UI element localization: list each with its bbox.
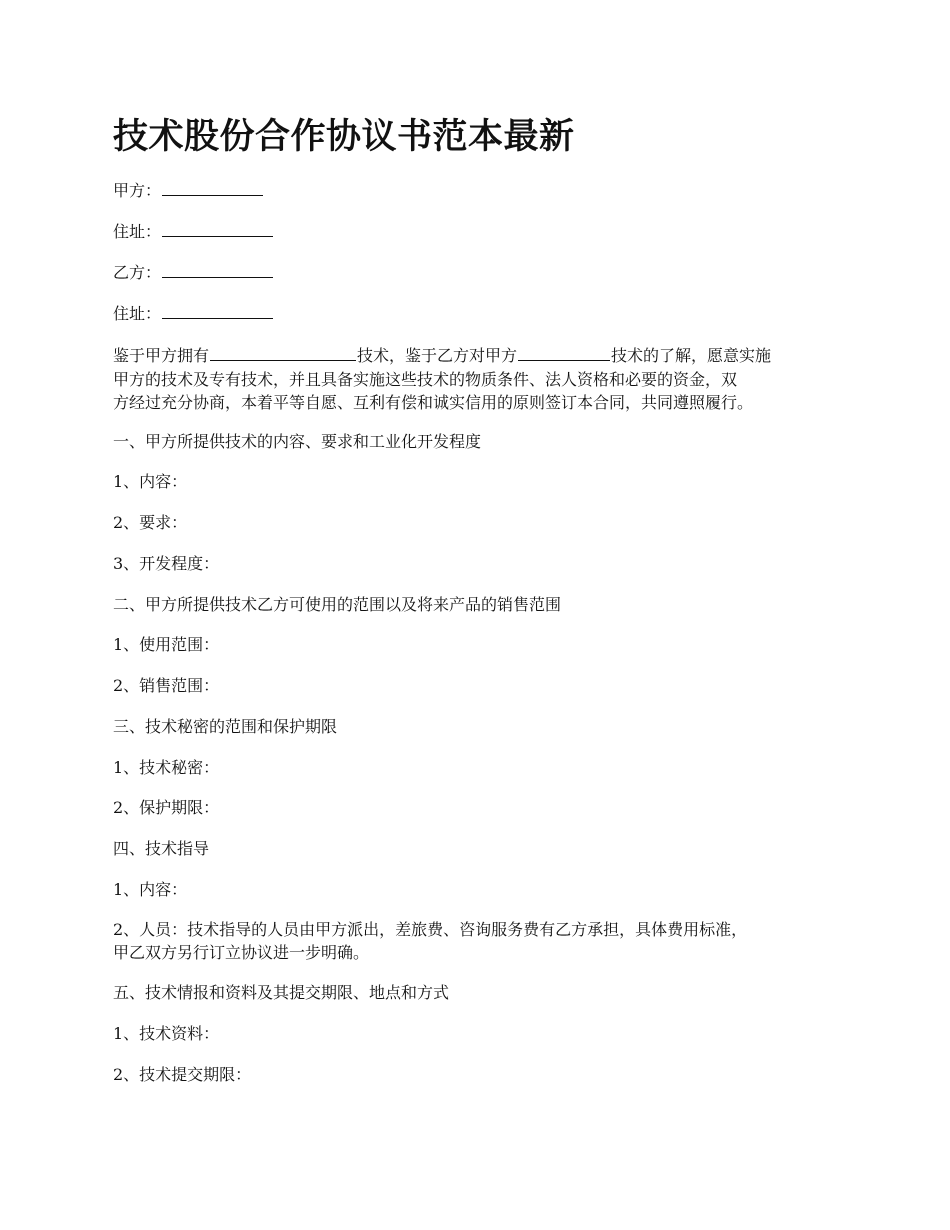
section-2-heading: 二、甲方所提供技术乙方可使用的范围以及将来产品的销售范围 — [113, 595, 562, 614]
preamble-line-3: 方经过充分协商，本着平等自愿、互利有偿和诚实信用的原则签订本合同，共同遵照履行。 — [113, 393, 754, 412]
party-b-address-line — [113, 304, 274, 324]
section-2-item-2: 2、销售范围： — [113, 676, 220, 695]
preamble-text-1: 鉴于甲方拥有 — [113, 346, 210, 365]
section-4-item-2-line-2: 甲乙双方另行订立协议进一步明确。 — [113, 943, 370, 962]
party-a-address-label: 住址： — [113, 222, 162, 241]
section-5-item-1: 1、技术资料： — [113, 1024, 220, 1043]
party-b-address-blank — [162, 304, 273, 319]
section-4-heading: 四、技术指导 — [113, 839, 210, 858]
party-b-address-label: 住址： — [113, 304, 162, 323]
party-a-label: 甲方： — [113, 181, 162, 200]
party-b-label: 乙方： — [113, 263, 162, 282]
section-4-item-1: 1、内容： — [113, 880, 188, 899]
section-5-item-2: 2、技术提交期限： — [113, 1065, 252, 1084]
party-a-address-blank — [162, 222, 273, 237]
section-4-item-2-line-1: 2、人员：技术指导的人员由甲方派出，差旅费、咨询服务费有乙方承担，具体费用标准， — [113, 920, 748, 939]
party-b-line — [113, 263, 274, 283]
section-1-heading: 一、甲方所提供技术的内容、要求和工业化开发程度 — [113, 432, 482, 451]
section-1-item-1: 1、内容： — [113, 472, 188, 491]
preamble-text-3: 技术的了解，愿意实施 — [611, 346, 772, 365]
section-1-item-3: 3、开发程度： — [113, 554, 220, 573]
section-1-item-2: 2、要求： — [113, 513, 188, 532]
section-2-item-1: 1、使用范围： — [113, 635, 220, 654]
section-3-item-2: 2、保护期限： — [113, 798, 220, 817]
party-b-blank — [162, 263, 273, 278]
technology-blank-2 — [518, 346, 610, 361]
party-a-address-line — [113, 222, 274, 242]
section-3-item-1: 1、技术秘密： — [113, 758, 220, 777]
section-5-heading: 五、技术情报和资料及其提交期限、地点和方式 — [113, 983, 450, 1002]
technology-blank-1 — [210, 346, 356, 361]
document-title: 技术股份合作协议书范本最新 — [113, 116, 575, 157]
preamble-text-2: 技术，鉴于乙方对甲方 — [357, 346, 518, 365]
section-3-heading: 三、技术秘密的范围和保护期限 — [113, 717, 338, 736]
preamble-line-1 — [113, 346, 771, 366]
preamble-line-2: 甲方的技术及专有技术，并且具备实施这些技术的物质条件、法人资格和必要的资金，双 — [113, 370, 738, 389]
party-a-line — [113, 181, 264, 201]
party-a-blank — [162, 181, 263, 196]
